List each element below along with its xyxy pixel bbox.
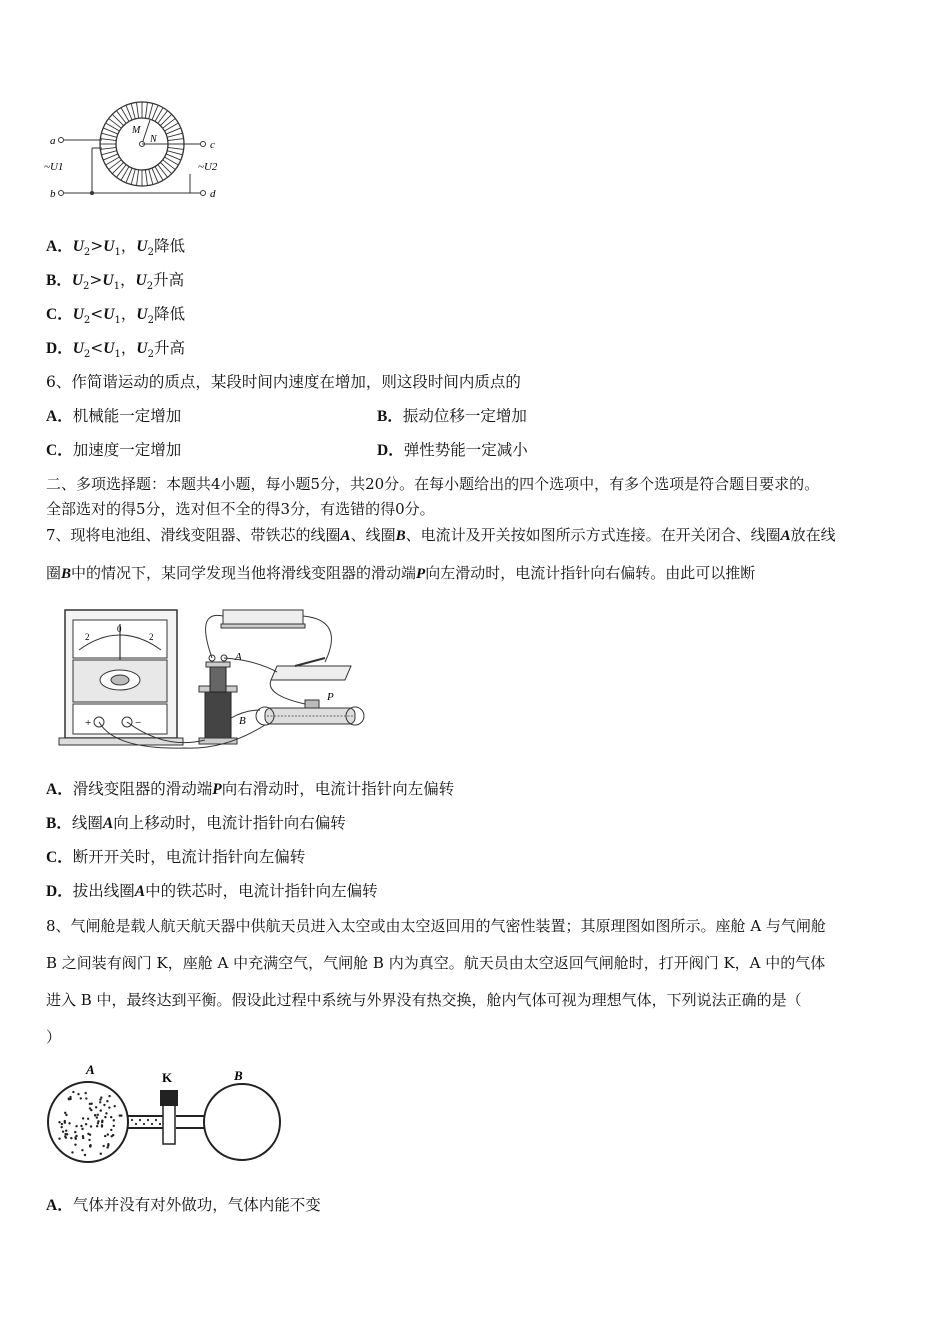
gas-molecule <box>64 1121 66 1123</box>
gas-molecule <box>81 1128 83 1130</box>
gas-molecule <box>81 1149 83 1151</box>
gas-molecule <box>101 1124 103 1126</box>
gas-molecule <box>107 1133 109 1135</box>
label-coil-a: A <box>235 651 242 663</box>
gas-molecule <box>100 1153 102 1155</box>
gas-molecule <box>113 1119 115 1121</box>
q5-option-d[interactable]: D．$U_2<U_1$，$U_2$升高 <box>46 339 185 361</box>
q7-stem-line1: 7、现将电池组、滑线变阻器、带铁芯的线圈A、线圈B、电流计及开关按如图所示方式连接。在开关闭合、线圈A放在线 <box>46 526 836 544</box>
coil-winding <box>167 133 182 137</box>
gas-molecule <box>75 1125 77 1127</box>
coil-winding <box>109 160 122 170</box>
coil-winding <box>160 162 171 173</box>
circuit-figure <box>55 600 385 755</box>
gas-molecule <box>119 1114 121 1116</box>
coil-winding <box>145 170 147 186</box>
label-n: N <box>150 134 157 145</box>
q8-option-a[interactable]: A．气体并没有对外做功，气体内能不变 <box>46 1196 321 1214</box>
coil-winding <box>167 151 182 155</box>
q6-option-b[interactable]: B．振动位移一定增加 <box>377 407 527 425</box>
gas-molecule <box>90 1109 92 1111</box>
coil-winding <box>137 170 139 186</box>
gas-molecule <box>99 1098 101 1100</box>
gas-molecule <box>58 1121 60 1123</box>
gas-molecule <box>80 1125 82 1127</box>
gas-molecule <box>103 1104 105 1106</box>
gas-molecule <box>72 1091 74 1093</box>
gas-molecule <box>89 1145 91 1147</box>
gas-molecule <box>100 1109 102 1111</box>
gas-molecule <box>68 1098 70 1100</box>
gas-molecule <box>85 1123 87 1125</box>
galv-minus: − <box>135 717 142 729</box>
q8-stem-line3: 进入 B 中，最终达到平衡。假设此过程中系统与外界没有热交换，舱内气体可视为理想气体，下列说法正确的是（ <box>46 991 802 1009</box>
gas-molecule <box>147 1119 149 1121</box>
gas-molecule <box>68 1122 70 1124</box>
gas-molecule <box>113 1125 115 1127</box>
coil-winding <box>158 165 168 178</box>
label-b: b <box>50 188 56 200</box>
gas-molecule <box>104 1116 106 1118</box>
gas-molecule <box>106 1100 108 1102</box>
coil-winding <box>163 118 176 128</box>
gas-molecule <box>114 1105 116 1107</box>
q5-option-c[interactable]: C．$U_2<U_1$，$U_2$降低 <box>46 305 185 327</box>
coil-winding <box>158 111 168 124</box>
gas-molecule <box>96 1125 98 1127</box>
gas-molecule <box>65 1114 67 1116</box>
gas-molecule <box>110 1135 112 1137</box>
gas-molecule <box>131 1119 133 1121</box>
coil-winding <box>112 162 123 173</box>
label-slider-p: P <box>327 691 334 703</box>
gas-molecule <box>85 1097 87 1099</box>
q5-option-b[interactable]: B．$U_2>U_1$，$U_2$升高 <box>46 271 185 293</box>
q8-stem-line1: 8、气闸舱是载人航天航天器中供航天员进入太空或由太空返回用的气密性装置；其原理图如图所示。座舱 A 与气闸舱 <box>46 917 826 935</box>
gas-molecule <box>97 1122 99 1124</box>
gas-molecule <box>151 1123 153 1125</box>
gas-molecule <box>159 1123 161 1125</box>
label-u1: ~U1 <box>44 161 64 173</box>
gas-molecule <box>84 1092 86 1094</box>
label-a: a <box>50 135 56 147</box>
coil-winding <box>116 111 126 124</box>
gas-molecule <box>100 1096 102 1098</box>
gas-molecule <box>104 1135 106 1137</box>
gas-molecule <box>58 1137 60 1139</box>
gas-molecule <box>102 1145 104 1147</box>
gas-molecule <box>74 1143 76 1145</box>
q7-option-d[interactable]: D．拔出线圈A中的铁芯时，电流计指针向左偏转 <box>46 882 378 900</box>
gas-molecule <box>96 1116 98 1118</box>
q7-stem-line2: 圈B中的情况下，某同学发现当他将滑线变阻器的滑动端P向左滑动时，电流计指针向右偏转。由此可以推断 <box>46 564 756 582</box>
coil-winding <box>109 118 122 128</box>
label-u2: ~U2 <box>198 161 218 173</box>
section2-line1: 二、多项选择题：本题共4小题，每小题5分，共20分。在每小题给出的四个选项中，有多个选项是符合题目要求的。 <box>46 475 820 493</box>
gas-molecule <box>82 1135 84 1137</box>
coil-winding <box>149 169 153 184</box>
coil-winding <box>131 103 135 118</box>
q6-stem: 6、作简谐运动的质点，某段时间内速度在增加，则这段时间内质点的 <box>46 373 521 391</box>
gas-molecule <box>108 1106 110 1108</box>
galv-scale-left: 2 <box>85 632 90 642</box>
q6-option-c[interactable]: C．加速度一定增加 <box>46 441 182 459</box>
gas-molecule <box>75 1135 77 1137</box>
gas-molecule <box>70 1137 72 1139</box>
q6-option-d[interactable]: D．弹性势能一定减小 <box>377 441 528 459</box>
gas-molecule <box>155 1119 157 1121</box>
gas-molecule <box>62 1130 64 1132</box>
galv-scale-right: 2 <box>149 632 154 642</box>
label-d: d <box>210 188 216 200</box>
label-cabin-a: A <box>86 1062 95 1077</box>
gas-molecule <box>97 1114 99 1116</box>
coil-winding <box>100 147 116 149</box>
coil-winding <box>168 139 184 141</box>
label-m: M <box>132 125 141 136</box>
q8-stem-line4: ） <box>46 1028 62 1046</box>
label-chamber-b: B <box>234 1068 243 1083</box>
gas-molecule <box>89 1134 91 1136</box>
airlock-figure <box>46 1060 296 1170</box>
gas-molecule <box>135 1123 137 1125</box>
gas-molecule <box>143 1123 145 1125</box>
coil-winding <box>116 165 126 178</box>
q5-option-a[interactable]: A．$U_2>U_1$，$U_2$降低 <box>46 237 185 259</box>
q7-option-b[interactable]: B．线圈A向上移动时，电流计指针向右偏转 <box>46 814 346 832</box>
label-coil-b: B <box>239 715 246 727</box>
gas-molecule <box>110 1116 112 1118</box>
gas-molecule <box>95 1106 97 1108</box>
galv-scale-zero: 0 <box>117 624 122 634</box>
coil-winding <box>101 133 116 137</box>
label-c: c <box>210 139 215 151</box>
coil-winding <box>112 114 123 125</box>
gas-molecule <box>74 1131 76 1133</box>
q6-option-a[interactable]: A．机械能一定增加 <box>46 407 182 425</box>
coil-winding <box>137 102 139 118</box>
gas-molecule <box>105 1112 107 1114</box>
coil-winding <box>149 103 153 118</box>
gas-molecule <box>71 1151 73 1153</box>
q7-option-c[interactable]: C．断开开关时，电流计指针向左偏转 <box>46 848 306 866</box>
coil-winding <box>145 102 147 118</box>
coil-winding <box>131 169 135 184</box>
gas-molecule <box>87 1118 89 1120</box>
gas-molecule <box>107 1144 109 1146</box>
gas-molecule <box>84 1154 86 1156</box>
q7-option-a[interactable]: A．滑线变阻器的滑动端P向右滑动时，电流计指针向左偏转 <box>46 780 455 798</box>
coil-winding <box>160 114 171 125</box>
label-valve-k: K <box>162 1070 173 1085</box>
gas-molecule <box>139 1119 141 1121</box>
gas-molecule <box>94 1114 96 1116</box>
gas-molecule <box>88 1139 90 1141</box>
gas-molecule <box>89 1103 91 1105</box>
gas-molecule <box>99 1101 101 1103</box>
coil-winding <box>100 139 116 141</box>
gas-molecule <box>80 1097 82 1099</box>
gas-molecule <box>64 1112 66 1114</box>
gas-molecule <box>65 1137 67 1139</box>
transformer-figure <box>40 100 230 205</box>
section2-line2: 全部选对的得5分，选对但不全的得3分，有选错的得0分。 <box>46 500 435 518</box>
coil-winding <box>168 147 184 149</box>
coil-winding <box>163 160 176 170</box>
gas-molecule <box>61 1123 63 1125</box>
gas-molecule <box>77 1093 79 1095</box>
gas-molecule <box>60 1126 62 1128</box>
gas-molecule <box>90 1125 92 1127</box>
galv-plus: + <box>85 717 92 729</box>
gas-molecule <box>101 1121 103 1123</box>
gas-molecule <box>82 1117 84 1119</box>
q8-stem-line2: B 之间装有阀门 K，座舱 A 中充满空气，气闸舱 B 内为真空。航天员由太空返回气闸舱时，打开阀门 K，A 中的气体 <box>46 954 826 972</box>
coil-winding <box>101 151 116 155</box>
gas-molecule <box>108 1095 110 1097</box>
gas-molecule <box>64 1133 66 1135</box>
gas-molecule <box>110 1129 112 1131</box>
gas-molecule <box>65 1130 67 1132</box>
